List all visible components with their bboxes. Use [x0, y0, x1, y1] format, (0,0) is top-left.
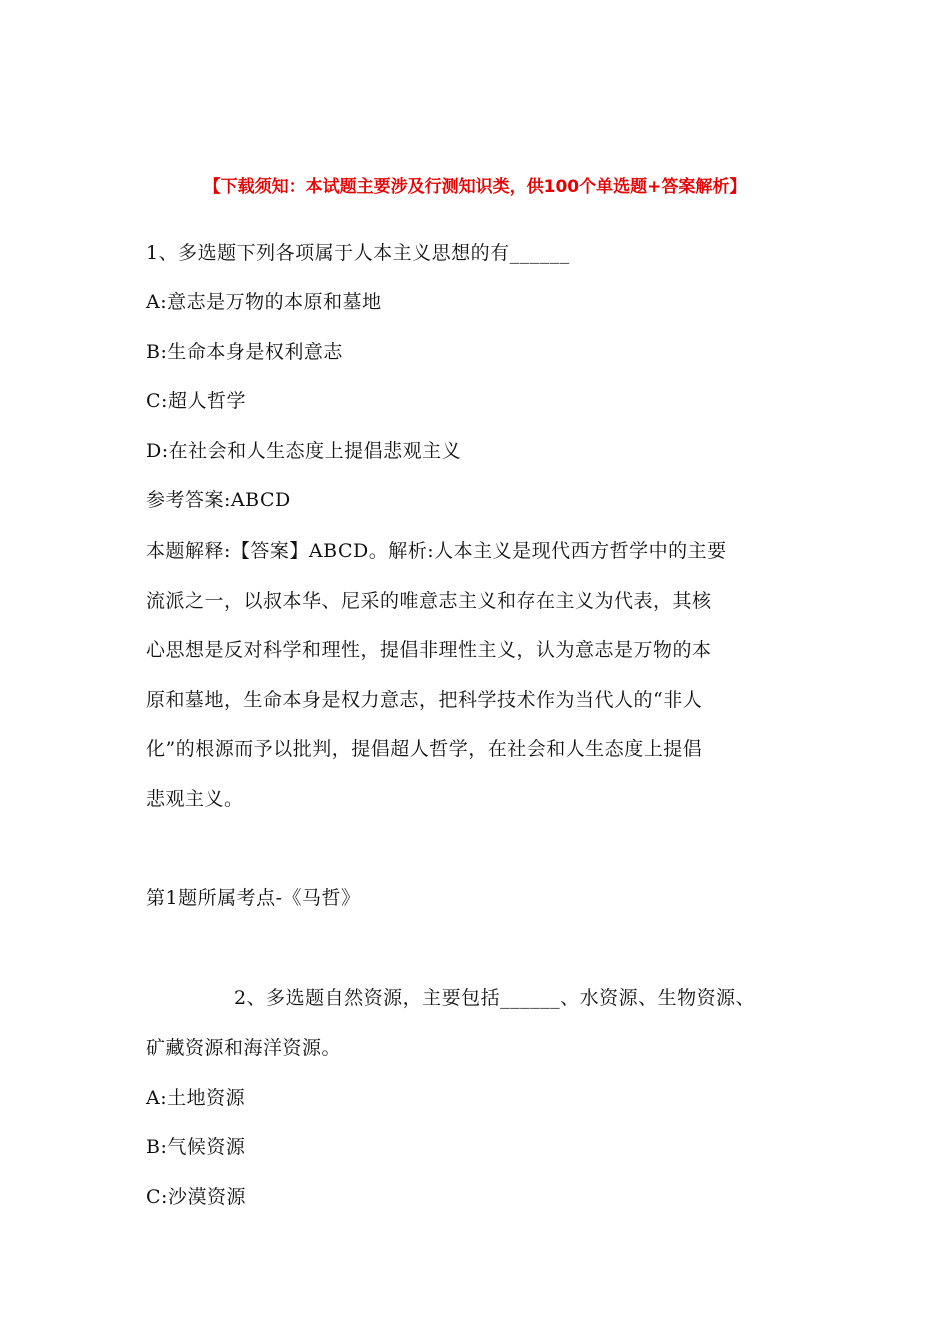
question-1-option-d: D:在社会和人生态度上提倡悲观主义 — [146, 440, 462, 462]
question-2-option-c: C:沙漠资源 — [146, 1186, 246, 1208]
question-1-explanation-line: 流派之一，以叔本华、尼采的唯意志主义和存在主义为代表，其核 — [146, 590, 712, 612]
question-1-explanation-line: 原和墓地，生命本身是权力意志，把科学技术作为当代人的“非人 — [146, 689, 703, 711]
question-1-explanation-line: 悲观主义。 — [146, 788, 244, 810]
question-1-topic: 第1题所属考点-《马哲》 — [146, 887, 361, 909]
question-1-explanation-line: 本题解释:【答案】ABCD。解析:人本主义是现代西方哲学中的主要 — [146, 540, 727, 562]
question-1-answer: 参考答案:ABCD — [146, 489, 291, 511]
question-2-stem-line: 矿藏资源和海洋资源。 — [146, 1037, 342, 1059]
question-1-explanation-line: 心思想是反对科学和理性，提倡非理性主义，认为意志是万物的本 — [146, 639, 712, 661]
question-1-option-c: C:超人哲学 — [146, 390, 246, 412]
download-notice: 【下载须知：本试题主要涉及行测知识类，供100个单选题+答案解析】 — [203, 177, 747, 197]
question-1-explanation-line: 化”的根源而予以批判，提倡超人哲学，在社会和人生态度上提倡 — [146, 738, 703, 760]
question-1-option-a: A:意志是万物的本原和墓地 — [146, 291, 382, 313]
question-2-option-a: A:土地资源 — [146, 1087, 246, 1109]
question-2-option-b: B:气候资源 — [146, 1136, 246, 1158]
question-2-stem-line: 2、多选题自然资源，主要包括______、水资源、生物资源、 — [234, 987, 756, 1009]
question-1-stem: 1、多选题下列各项属于人本主义思想的有______ — [146, 242, 570, 264]
question-1-option-b: B:生命本身是权利意志 — [146, 341, 343, 363]
